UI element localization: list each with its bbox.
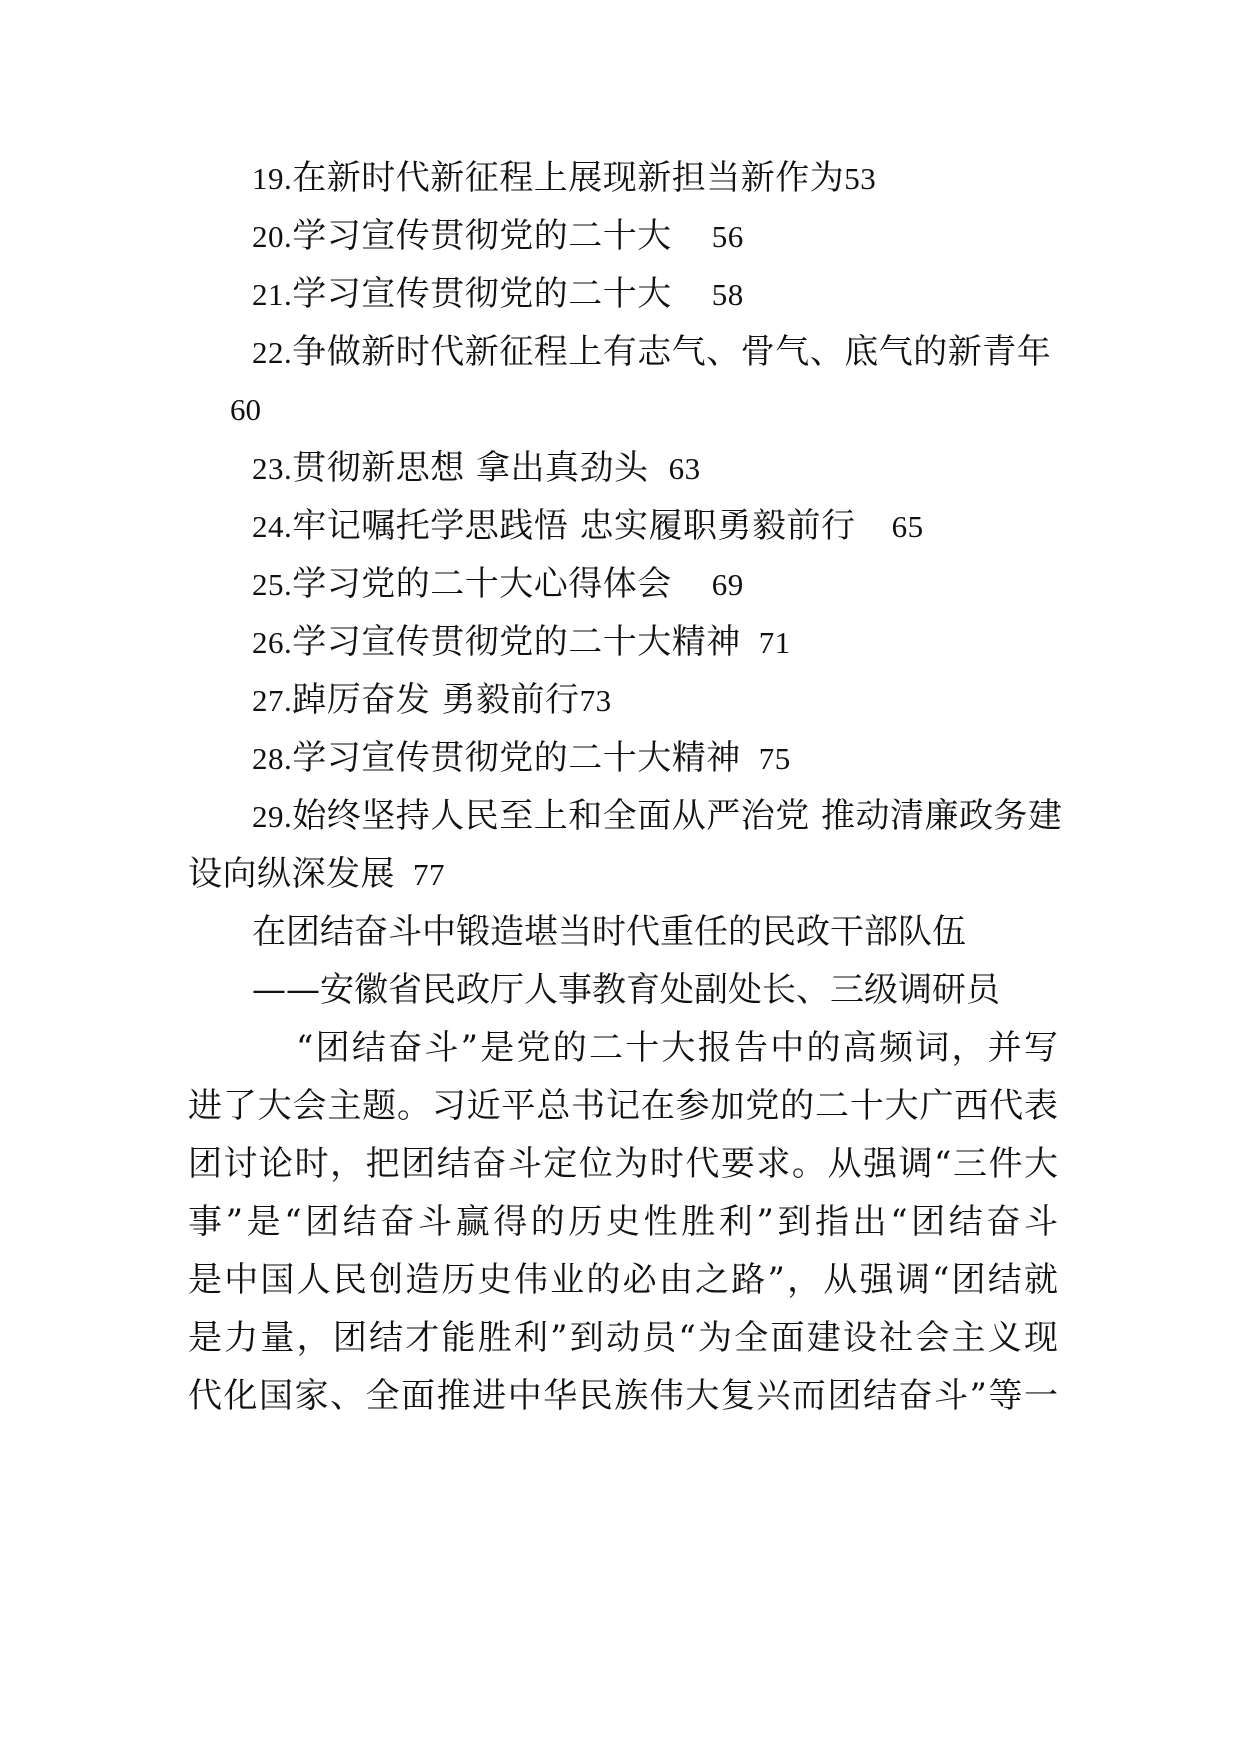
toc-entry[interactable] bbox=[252, 448, 701, 489]
toc-entry[interactable] bbox=[252, 738, 791, 779]
toc-page-number: 73 bbox=[579, 683, 612, 718]
toc-title: 在新时代新征程上展现新担当新作为 bbox=[292, 158, 845, 198]
toc-entry[interactable] bbox=[252, 216, 744, 257]
toc-number: 24. bbox=[252, 509, 293, 544]
toc-page-number: 77 bbox=[413, 857, 445, 892]
toc-page-number: 53 bbox=[844, 161, 877, 196]
toc-entry[interactable] bbox=[252, 506, 924, 547]
article-subtitle: ——安徽省民政厅人事教育处副处长、三级调研员 bbox=[252, 970, 1000, 1010]
toc-title: 踔厉奋发 勇毅前行 bbox=[292, 680, 580, 720]
toc-number: 23. bbox=[252, 451, 293, 486]
toc-number: 25. bbox=[252, 567, 293, 602]
toc-page-number: 58 bbox=[711, 277, 744, 312]
toc-entry[interactable] bbox=[252, 274, 744, 315]
article-title: 在团结奋斗中锻造堪当时代重任的民政干部队伍 bbox=[252, 912, 966, 952]
toc-number: 27. bbox=[252, 683, 293, 718]
toc-number: 20. bbox=[252, 219, 293, 254]
toc-number: 21. bbox=[252, 277, 293, 312]
body-line: 事”是“团结奋斗赢得的历史性胜利”到指出“团结奋斗 bbox=[188, 1202, 1058, 1242]
body-line: 团讨论时，把团结奋斗定位为时代要求。从强调“三件大 bbox=[188, 1144, 1058, 1184]
toc-page-number: 60 bbox=[230, 392, 261, 427]
toc-page-number: 63 bbox=[668, 451, 701, 486]
body-line: 进了大会主题。习近平总书记在参加党的二十大广西代表 bbox=[188, 1086, 1058, 1126]
toc-title: 牢记嘱托学思践悟 忠实履职勇毅前行 bbox=[292, 506, 856, 546]
toc-title: 学习宣传贯彻党的二十大精神 bbox=[292, 738, 741, 778]
toc-title: 始终坚持人民至上和全面从严治党 推动清廉政务建 bbox=[292, 796, 1063, 836]
toc-title-continuation: 设向纵深发展 bbox=[188, 854, 395, 894]
toc-entry[interactable] bbox=[252, 332, 1051, 373]
toc-title: 学习宣传贯彻党的二十大 bbox=[292, 216, 672, 256]
toc-entry[interactable] bbox=[252, 158, 876, 199]
toc-number: 29. bbox=[252, 799, 293, 834]
body-line: 代化国家、全面推进中华民族伟大复兴而团结奋斗”等一 bbox=[188, 1376, 1058, 1416]
toc-title: 争做新时代新征程上有志气、骨气、底气的新青年 bbox=[292, 332, 1052, 372]
toc-title: 学习宣传贯彻党的二十大 bbox=[292, 274, 672, 314]
body-line: 是中国人民创造历史伟业的必由之路”，从强调“团结就 bbox=[188, 1260, 1058, 1300]
toc-entry-continuation[interactable] bbox=[188, 854, 445, 895]
body-line: “团结奋斗”是党的二十大报告中的高频词，并写 bbox=[296, 1028, 1058, 1068]
toc-title: 学习党的二十大心得体会 bbox=[292, 564, 672, 604]
toc-entry[interactable] bbox=[252, 622, 791, 663]
toc-title: 贯彻新思想 拿出真劲头 bbox=[292, 448, 649, 488]
toc-entry[interactable] bbox=[252, 680, 612, 721]
toc-title: 学习宣传贯彻党的二十大精神 bbox=[292, 622, 741, 662]
toc-page-number: 75 bbox=[758, 741, 791, 776]
toc-number: 26. bbox=[252, 625, 293, 660]
toc-page-number: 65 bbox=[891, 509, 924, 544]
toc-page-number: 56 bbox=[711, 219, 744, 254]
toc-number: 19. bbox=[252, 161, 293, 196]
toc-entry[interactable] bbox=[252, 796, 1063, 837]
toc-number: 28. bbox=[252, 741, 293, 776]
toc-page-number: 69 bbox=[711, 567, 744, 602]
toc-number: 22. bbox=[252, 335, 293, 370]
toc-page-number: 71 bbox=[758, 625, 791, 660]
toc-entry[interactable] bbox=[252, 564, 744, 605]
body-line: 是力量，团结才能胜利”到动员“为全面建设社会主义现 bbox=[188, 1318, 1058, 1358]
